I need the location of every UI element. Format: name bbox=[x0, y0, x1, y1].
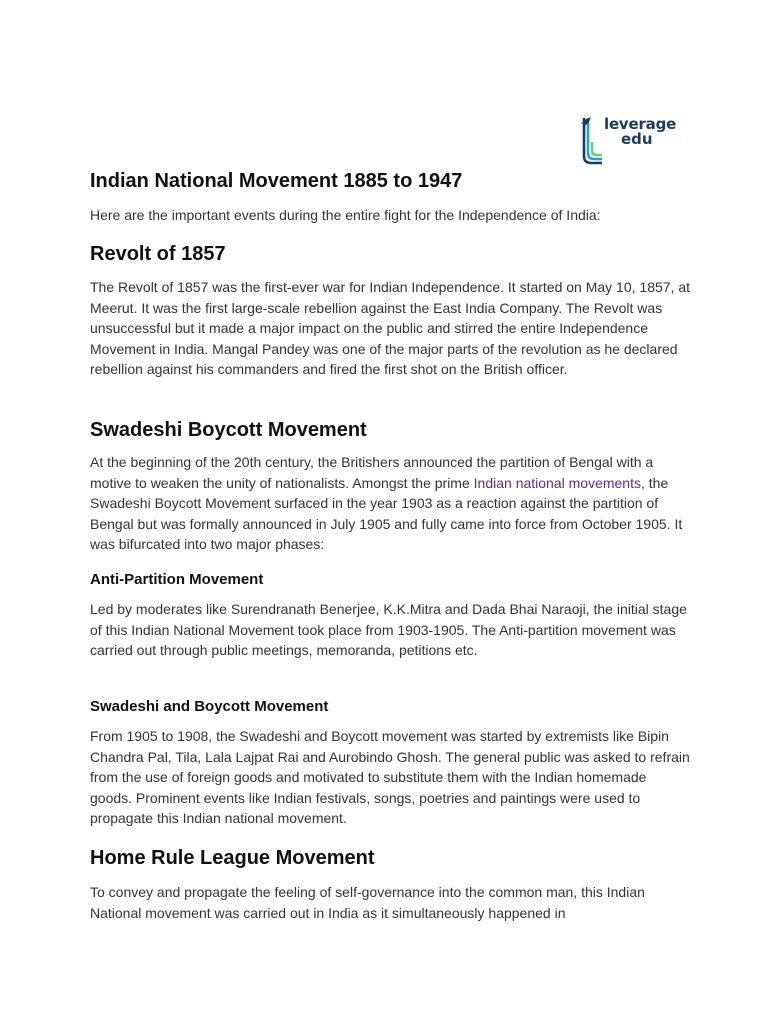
rocket-icon bbox=[580, 116, 592, 128]
subheading-swadeshi-and-boycott: Swadeshi and Boycott Movement bbox=[90, 698, 329, 715]
logo-word-edu: edu bbox=[621, 130, 653, 148]
body-text-before-link: At the beginning of the 20th century, the Britishers announced the partition of Bengal with a motive to weaken the unity of nationalists. Amongst the prime bbox=[90, 454, 654, 491]
section-body-home-rule: To convey and propagate the feeling of self-governance into the common man, this Indian National movement was carried out in India as it simultaneously happened in bbox=[90, 884, 645, 921]
leverage-edu-logo bbox=[580, 116, 690, 166]
section-body-swadeshi-and-boycott: From 1905 to 1908, the Swadeshi and Boycott movement was started by extremists like Bipin Chandra Pal, Tila, Lala Lajpat Rai and Aurobindo Ghosh. The general public was asked to refrain from the use of foreign goods and motivated to substitute them with the Indian homemade goods. Prominent events like Indian festivals, songs, poetries and paintings were used to propagate this Indian national movement. bbox=[90, 728, 690, 827]
body-text-after-link: , the Swadeshi Boycott Movement surfaced in the year 1903 as a reaction against the partition of Bengal but was formally announced in July 1905 and fully came into force from October 1905. It was bifurcated into two major phases: bbox=[90, 474, 683, 553]
section-body-swadeshi-boycott bbox=[90, 452, 690, 555]
section-body-anti-partition: Led by moderates like Surendranath Benerjee, K.K.Mitra and Dada Bhai Naraoji, the initial stage of this Indian National Movement took place from 1903-1905. The Anti-partition movement was carried out through public meetings, memoranda, petitions etc. bbox=[90, 601, 687, 659]
section-heading-home-rule: Home Rule League Movement bbox=[90, 847, 375, 869]
section-body-revolt-1857: The Revolt of 1857 was the first-ever war for Indian Independence. It started on May 10, 1857, at Meerut. It was the first large-scale rebellion against the East India Company. The Revolt was unsuccessful but it made a major impact on the public and stirred the entire Independence Movement in India. Mangal Pandey was one of the major parts of the revolution as he declared rebellion against his commanders and fired the first shot on the British officer. bbox=[90, 279, 691, 378]
section-heading-swadeshi-boycott: Swadeshi Boycott Movement bbox=[90, 419, 367, 441]
indian-national-movements-link[interactable]: Indian national movements bbox=[473, 474, 641, 491]
logo-word-leverage: leverage bbox=[604, 115, 677, 133]
page-title: Indian National Movement 1885 to 1947 bbox=[90, 170, 463, 192]
section-heading-revolt-1857: Revolt of 1857 bbox=[90, 243, 226, 265]
subheading-anti-partition: Anti-Partition Movement bbox=[90, 571, 264, 588]
intro-paragraph: Here are the important events during the entire fight for the Independence of India: bbox=[90, 207, 601, 223]
